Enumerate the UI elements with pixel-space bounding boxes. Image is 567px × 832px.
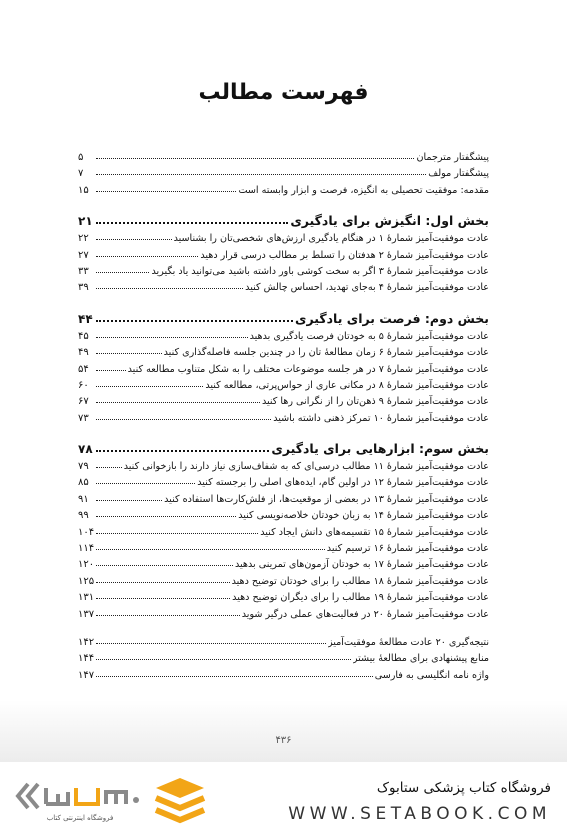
dot-leader <box>96 149 414 159</box>
toc-entry-title: پیشگفتار مترجمان <box>416 152 489 163</box>
dot-leader <box>96 634 326 644</box>
toc-entry[interactable] <box>78 411 489 427</box>
dot-leader <box>96 247 198 257</box>
spacer <box>78 297 489 309</box>
table-of-contents <box>78 150 489 684</box>
toc-entry[interactable] <box>78 508 489 524</box>
toc-entry[interactable] <box>78 264 489 280</box>
toc-entry[interactable] <box>78 574 489 590</box>
toc-entry[interactable] <box>78 280 489 296</box>
dot-leader <box>96 441 269 452</box>
dot-leader <box>96 328 248 338</box>
book-chevron-logo-icon <box>150 774 210 826</box>
toc-entry[interactable] <box>78 492 489 508</box>
toc-entry[interactable] <box>78 166 489 182</box>
toc-entry-page-number: ۶۰ <box>78 379 89 391</box>
toc-entry-title: عادت موفقیت‌آمیز شمارهٔ ۲۰ در فعالیت‌های عملی درگیر شوید <box>241 608 489 620</box>
dot-leader <box>96 650 351 660</box>
store-url-link[interactable]: WWW.SETABOOK.COM <box>288 804 551 824</box>
toc-entry-title: منابع پیشنهادی برای مطالعهٔ بیشتر <box>352 653 489 665</box>
page-number: ۴۳۶ <box>275 735 292 746</box>
toc-entry-title: عادت موفقیت‌آمیز شمارهٔ ۱۱ مطالب درسی‌ای که به شفاف‌سازی نیاز دارند را بازخوانی کنید <box>123 461 489 473</box>
toc-entry[interactable] <box>78 607 489 623</box>
toc-entry-page-number: ۱۵ <box>78 184 89 196</box>
toc-entry-page-number: ۵ <box>78 152 84 163</box>
dot-leader <box>96 263 149 273</box>
toc-entry-title: نتیجه‌گیری ۲۰ عادت مطالعهٔ موفقیت‌آمیز <box>327 636 489 648</box>
toc-section-heading-title: بخش دوم: فرصت برای یادگیری <box>294 310 489 326</box>
dot-leader <box>96 540 325 550</box>
toc-entry[interactable] <box>78 475 489 491</box>
dot-leader <box>96 165 426 175</box>
toc-entry-page-number: ۷۹ <box>78 461 89 473</box>
dot-leader <box>96 606 240 616</box>
spacer <box>78 427 489 439</box>
toc-entry[interactable] <box>78 590 489 606</box>
toc-entry-title: واژه نامه انگلیسی به فارسی <box>374 669 489 681</box>
toc-entry-title: عادت موفقیت‌آمیز شمارهٔ ۱۲ در اولین گام، ایده‌های اصلی را برجسته کنید <box>197 477 489 489</box>
toc-entry[interactable] <box>78 183 489 199</box>
toc-entry[interactable] <box>78 231 489 247</box>
toc-entry[interactable] <box>78 541 489 557</box>
toc-entry-page-number: ۸۵ <box>78 477 89 489</box>
dot-leader <box>96 344 162 354</box>
spacer <box>78 199 489 211</box>
toc-entry-title: عادت موفقیت‌آمیز شمارهٔ ۱۶ ترسیم کنید <box>326 543 489 555</box>
toc-entry-title: عادت موفقیت‌آمیز شمارهٔ ۳ اگر به سخت کوشی باور داشته باشید می‌توانید یاد بگیرید <box>151 265 489 277</box>
dot-leader <box>96 311 293 322</box>
toc-entry-page-number: ۱۴۷ <box>78 669 95 681</box>
toc-entry[interactable] <box>78 651 489 667</box>
toc-entry-page-number: ۵۴ <box>78 363 89 375</box>
toc-section-heading[interactable] <box>78 309 489 329</box>
toc-entry[interactable] <box>78 557 489 573</box>
toc-entry-page-number: ۱۴۲ <box>78 636 95 648</box>
toc-entry-title: عادت موفقیت‌آمیز شمارهٔ ۸ در مکانی عاری از حواس‌پرتی، مطالعه کنید <box>205 379 489 391</box>
toc-entry[interactable] <box>78 635 489 651</box>
dot-leader <box>96 556 233 566</box>
toc-entry-page-number: ۴۹ <box>78 347 89 359</box>
dot-leader <box>96 410 271 420</box>
toc-entry-page-number: ۲۲ <box>78 233 89 245</box>
dot-leader <box>96 230 172 240</box>
dot-leader <box>96 279 243 289</box>
toc-entry-title: عادت موفقیت‌آمیز شمارهٔ ۱۸ مطالب را برای خودتان توضیح دهید <box>231 575 489 587</box>
toc-entry-title: عادت موفقیت‌آمیز شمارهٔ ۱۷ به خودتان آزمون‌های تمرینی بدهید <box>235 559 489 571</box>
toc-entry-title: مقدمه: موفقیت تحصیلی به انگیزه، فرصت و ابزار وابسته است <box>238 184 489 196</box>
toc-section-heading-title: بخش سوم: ابزارهایی برای یادگیری <box>271 441 489 457</box>
dot-leader <box>96 491 162 501</box>
toc-entry-title: عادت موفقیت‌آمیز شمارهٔ ۹ ذهن‌تان را از نگرانی رها کنید <box>261 396 489 408</box>
toc-section-heading-page-number: ۷۸ <box>78 442 93 457</box>
dot-leader <box>96 573 230 583</box>
toc-entry-title: عادت موفقیت‌آمیز شمارهٔ ۱۵ تقسیمه‌های دانش ایجاد کنید <box>260 526 489 538</box>
toc-entry-page-number: ۱۳۷ <box>78 608 95 620</box>
toc-entry[interactable] <box>78 378 489 394</box>
dot-leader <box>96 474 195 484</box>
toc-entry-page-number: ۳۳ <box>78 265 89 277</box>
toc-entry-title: پیشگفتار مولف <box>428 168 489 180</box>
toc-entry-page-number: ۷ <box>78 168 84 180</box>
dot-leader <box>96 393 260 403</box>
toc-section-heading-page-number: ۴۴ <box>78 311 93 326</box>
toc-entry[interactable] <box>78 150 489 166</box>
dot-leader <box>96 377 203 387</box>
toc-entry-page-number: ۹۹ <box>78 510 89 522</box>
toc-section-heading-title: بخش اول: انگیزش برای یادگیری <box>290 213 489 229</box>
toc-entry-title: عادت موفقیت‌آمیز شمارهٔ ۶ زمان مطالعهٔ تان را در چندین جلسه فاصله‌گذاری کنید <box>163 347 489 359</box>
page-shadow <box>0 700 567 762</box>
toc-entry[interactable] <box>78 459 489 475</box>
toc-entry[interactable] <box>78 248 489 264</box>
toc-entry-page-number: ۱۲۰ <box>78 559 95 571</box>
toc-entry-page-number: ۱۰۴ <box>78 526 95 538</box>
toc-entry-page-number: ۱۴۴ <box>78 653 95 665</box>
toc-entry-title: عادت موفقیت‌آمیز شمارهٔ ۵ به خودتان فرصت یادگیری بدهید <box>249 330 489 342</box>
toc-entry[interactable] <box>78 329 489 345</box>
toc-section-heading[interactable] <box>78 439 489 459</box>
dot-leader <box>96 589 230 599</box>
toc-section-heading[interactable] <box>78 211 489 231</box>
toc-entry-page-number: ۹۱ <box>78 493 89 505</box>
toc-entry[interactable] <box>78 394 489 410</box>
dot-leader <box>96 458 122 468</box>
toc-entry[interactable] <box>78 345 489 361</box>
store-name: فروشگاه کتاب پزشکی ستابوک <box>376 780 551 796</box>
toc-entry-title: عادت موفقیت‌آمیز شمارهٔ ۷ در هر جلسه موضوعات مختلف را به شکل متناوب مطالعه کنید <box>127 363 489 375</box>
toc-entry-page-number: ۴۵ <box>78 330 89 342</box>
toc-entry-title: عادت موفقیت‌آمیز شمارهٔ ۱۴ به زبان خودتان خلاصه‌نویسی کنید <box>238 510 489 522</box>
toc-entry-title: عادت موفقیت‌آمیز شمارهٔ ۱۰ تمرکز ذهنی داشته باشید <box>273 412 489 424</box>
dot-leader <box>96 182 236 192</box>
toc-entry-page-number: ۶۷ <box>78 396 89 408</box>
toc-entry-page-number: ۳۹ <box>78 282 89 294</box>
toc-entry-page-number: ۱۳۱ <box>78 592 95 604</box>
toc-entry-title: عادت موفقیت‌آمیز شمارهٔ ۱۳ در بعضی از موقعیت‌ها، از فلش‌کارت‌ها استفاده کنید <box>164 493 489 505</box>
toc-entry-page-number: ۱۱۴ <box>78 543 95 555</box>
toc-entry-title: عادت موفقیت‌آمیز شمارهٔ ۲ هدفتان را تسلط بر مطالب درسی قرار دهید <box>200 249 489 261</box>
toc-title: فهرست مطالب <box>198 80 369 105</box>
dot-leader <box>96 213 288 224</box>
toc-entry[interactable] <box>78 668 489 684</box>
dot-leader <box>96 667 373 677</box>
toc-entry-title: عادت موفقیت‌آمیز شمارهٔ ۱ در هنگام یادگیری ارزش‌های شخصی‌تان را بشناسید <box>173 233 489 245</box>
dot-leader <box>96 361 126 371</box>
toc-entry-page-number: ۲۷ <box>78 249 89 261</box>
toc-section-heading-page-number: ۲۱ <box>78 214 93 229</box>
toc-entry-title: عادت موفقیت‌آمیز شمارهٔ ۱۹ مطالب را برای دیگران توضیح دهید <box>232 592 489 604</box>
dot-leader <box>96 507 236 517</box>
dot-leader <box>96 524 258 534</box>
toc-entry-page-number: ۷۳ <box>78 412 89 424</box>
store-banner[interactable] <box>0 768 567 832</box>
toc-entry-page-number: ۱۲۵ <box>78 575 95 587</box>
toc-entry-title: عادت موفقیت‌آمیز شمارهٔ ۴ به‌جای تهدید، احساس چالش کنید <box>245 282 489 294</box>
toc-entry[interactable] <box>78 362 489 378</box>
logo-subtitle: فروشگاه اینترنتی کتاب <box>46 814 114 822</box>
toc-entry[interactable] <box>78 525 489 541</box>
